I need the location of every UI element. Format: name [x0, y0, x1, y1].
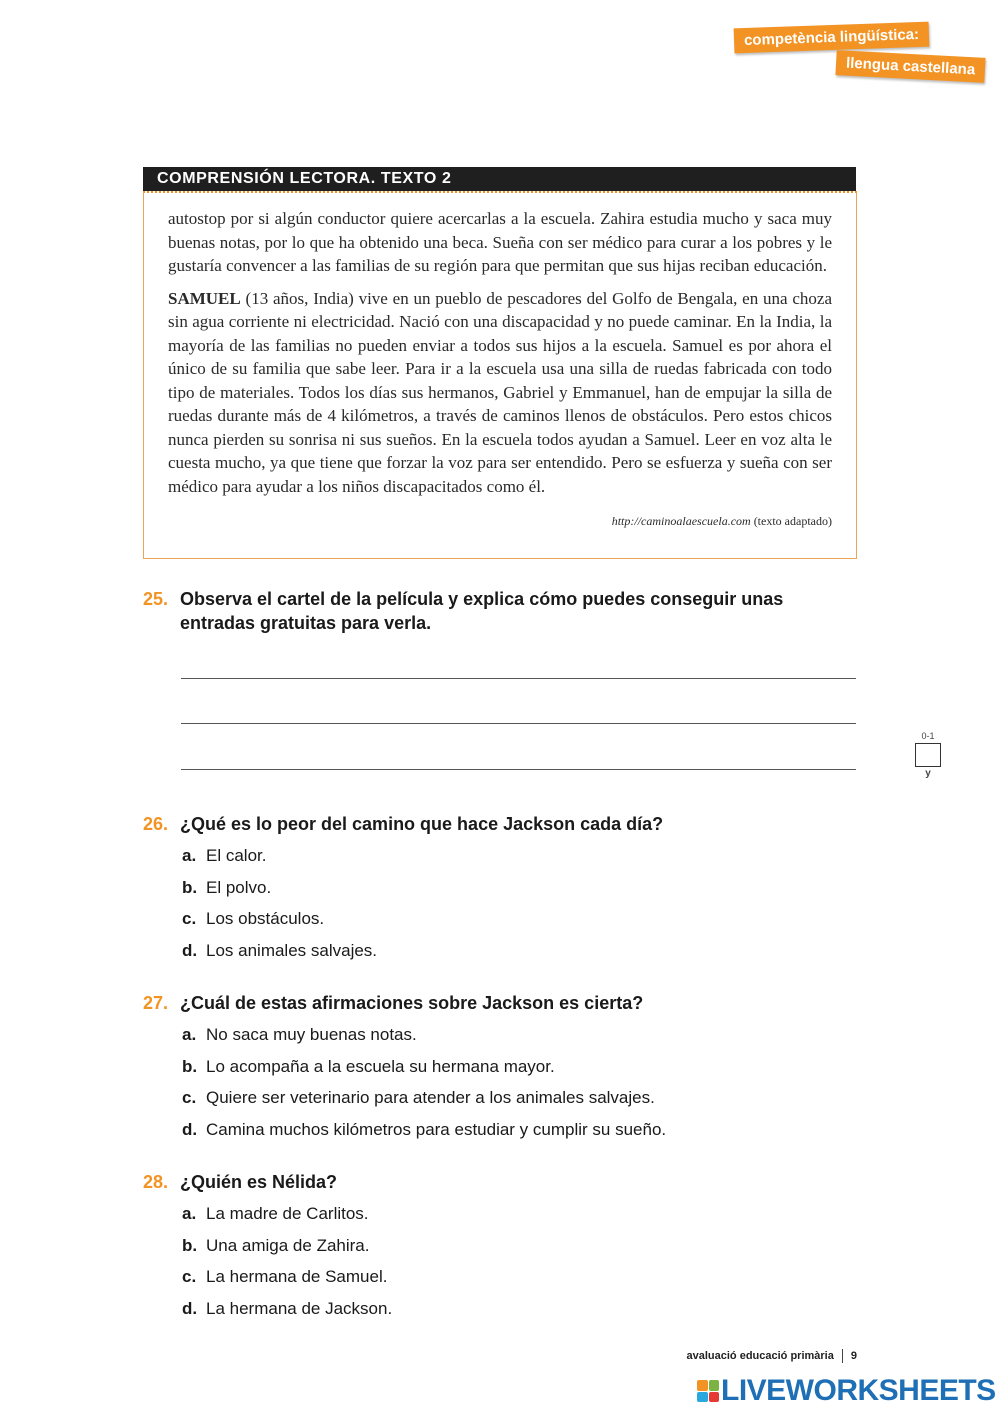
option-text: La hermana de Jackson. [206, 1298, 393, 1318]
source-citation [168, 510, 832, 534]
question-text: ¿Qué es lo peor del camino que hace Jackson cada día? [180, 814, 664, 834]
reading-paragraph-1: autostop por si algún conductor quiere acercarlas a la escuela. Zahira estudia mucho y saca muy buenas notas, por lo que ha obtenido una beca. Sueña con ser médico para curar a los pobres y le gustaría convencer a las familias de su región para que permitan que sus hijas reciban educación. [168, 209, 832, 275]
option-text: La hermana de Samuel. [206, 1267, 388, 1286]
reading-text-box [143, 191, 857, 559]
subject-tag-competence: competència lingüística: [734, 22, 930, 54]
option-text: Los animales salvajes. [206, 940, 378, 960]
score-label: y [925, 768, 931, 779]
footer-divider [842, 1349, 843, 1363]
option-text: El calor. [206, 846, 267, 865]
option-text: Una amiga de Zahira. [206, 1235, 370, 1255]
option-text: La madre de Carlitos. [206, 1204, 369, 1223]
score-input-box[interactable] [915, 743, 941, 767]
options-26 [182, 845, 832, 971]
option-c[interactable] [182, 908, 832, 940]
option-c[interactable] [182, 1087, 832, 1119]
option-letter: c. [182, 1088, 197, 1107]
answer-line-1[interactable] [181, 678, 856, 679]
reading-paragraph-2 [168, 287, 832, 499]
option-a[interactable] [182, 845, 832, 877]
option-text: El polvo. [206, 877, 272, 897]
option-d[interactable] [182, 1119, 832, 1151]
footer-text: avaluació educació primària [686, 1349, 834, 1362]
page-footer [600, 1349, 857, 1363]
character-name: SAMUEL [168, 288, 241, 308]
reading-paragraph-2-text: (13 años, India) vive en un pueblo de pescadores del Golfo de Bengala, en una choza sin agua corriente ni electricidad. Nació con una discapacidad y no puede caminar. En la India, la mayoría de las familias no pueden enviar a todos sus hijos a la escuela. Samuel es por ahora el único de su familia que sabe leer. Para ir a la escuela usa una silla de ruedas fabricada con todo tipo de materiales. Todos los días sus hermanos, Gabriel y Emmanuel, han de empujar la silla de ruedas durante más de 4 kilómetros, a través de caminos llenos de obstáculos. Pero estos chicos nunca pierden su sonrisa ni sus sueños. En la escuela todos ayudan a Samuel. Leer en voz alta le cuesta mucho, ya que tiene que forzar la voz para ser entendido. Pero se esfuerza y sueña con ser médico para ayudar a los niños discapacitados como él. [168, 288, 832, 496]
option-letter: a. [182, 1025, 197, 1044]
logo-square-1 [697, 1380, 708, 1391]
option-text: Camina muchos kilómetros para estudiar y cumplir su sueño. [206, 1119, 667, 1139]
option-letter: d. [182, 940, 198, 960]
logo-square-4 [709, 1392, 720, 1403]
logo-square-3 [697, 1392, 708, 1403]
option-letter: d. [182, 1298, 198, 1318]
option-letter: a. [182, 846, 197, 865]
answer-line-3[interactable] [181, 769, 856, 770]
reading-title: COMPRENSIÓN LECTORA. TEXTO 2 [143, 167, 856, 191]
liveworksheets-brand[interactable] [697, 1375, 996, 1407]
option-letter: b. [182, 877, 198, 897]
option-text: No saca muy buenas notas. [206, 1025, 417, 1044]
question-27 [143, 991, 858, 1015]
question-number: 27. [143, 993, 169, 1013]
option-a[interactable] [182, 1024, 832, 1056]
option-d[interactable] [182, 1298, 832, 1330]
question-text: ¿Quién es Nélida? [180, 1172, 338, 1192]
option-d[interactable] [182, 940, 832, 972]
option-letter: c. [182, 1267, 197, 1286]
option-letter: c. [182, 909, 197, 928]
score-range: 0-1 [921, 731, 935, 741]
option-letter: b. [182, 1235, 198, 1255]
liveworksheets-logo-icon [697, 1380, 719, 1402]
option-b[interactable] [182, 1235, 832, 1267]
option-letter: b. [182, 1056, 198, 1076]
option-letter: d. [182, 1119, 198, 1139]
question-number: 25. [143, 589, 169, 609]
option-b[interactable] [182, 877, 832, 909]
question-text: Observa el cartel de la película y explica cómo puedes conseguir unas entradas gratuitas para verla. [180, 589, 784, 633]
option-letter: a. [182, 1204, 197, 1223]
subject-tag-language: llengua castellana [835, 50, 985, 83]
question-28 [143, 1170, 858, 1194]
options-27 [182, 1024, 832, 1150]
question-number: 28. [143, 1172, 169, 1192]
score-box [914, 731, 942, 779]
option-b[interactable] [182, 1056, 832, 1088]
option-text: Los obstáculos. [206, 909, 325, 928]
page-number: 9 [850, 1349, 857, 1362]
question-number: 26. [143, 814, 169, 834]
brand-name: LIVEWORKSHEETS [721, 1374, 996, 1407]
option-text: Quiere ser veterinario para atender a los animales salvajes. [206, 1088, 655, 1107]
source-note: (texto adaptado) [750, 514, 832, 528]
option-a[interactable] [182, 1203, 832, 1235]
option-text: Lo acompaña a la escuela su hermana mayor. [206, 1056, 555, 1076]
question-26 [143, 812, 858, 836]
option-c[interactable] [182, 1266, 832, 1298]
question-25 [143, 587, 858, 635]
question-text: ¿Cuál de estas afirmaciones sobre Jackson es cierta? [180, 993, 644, 1013]
logo-square-2 [709, 1380, 720, 1391]
answer-line-2[interactable] [181, 723, 856, 724]
source-url: http://caminoalaescuela.com [611, 514, 751, 528]
options-28 [182, 1203, 832, 1329]
